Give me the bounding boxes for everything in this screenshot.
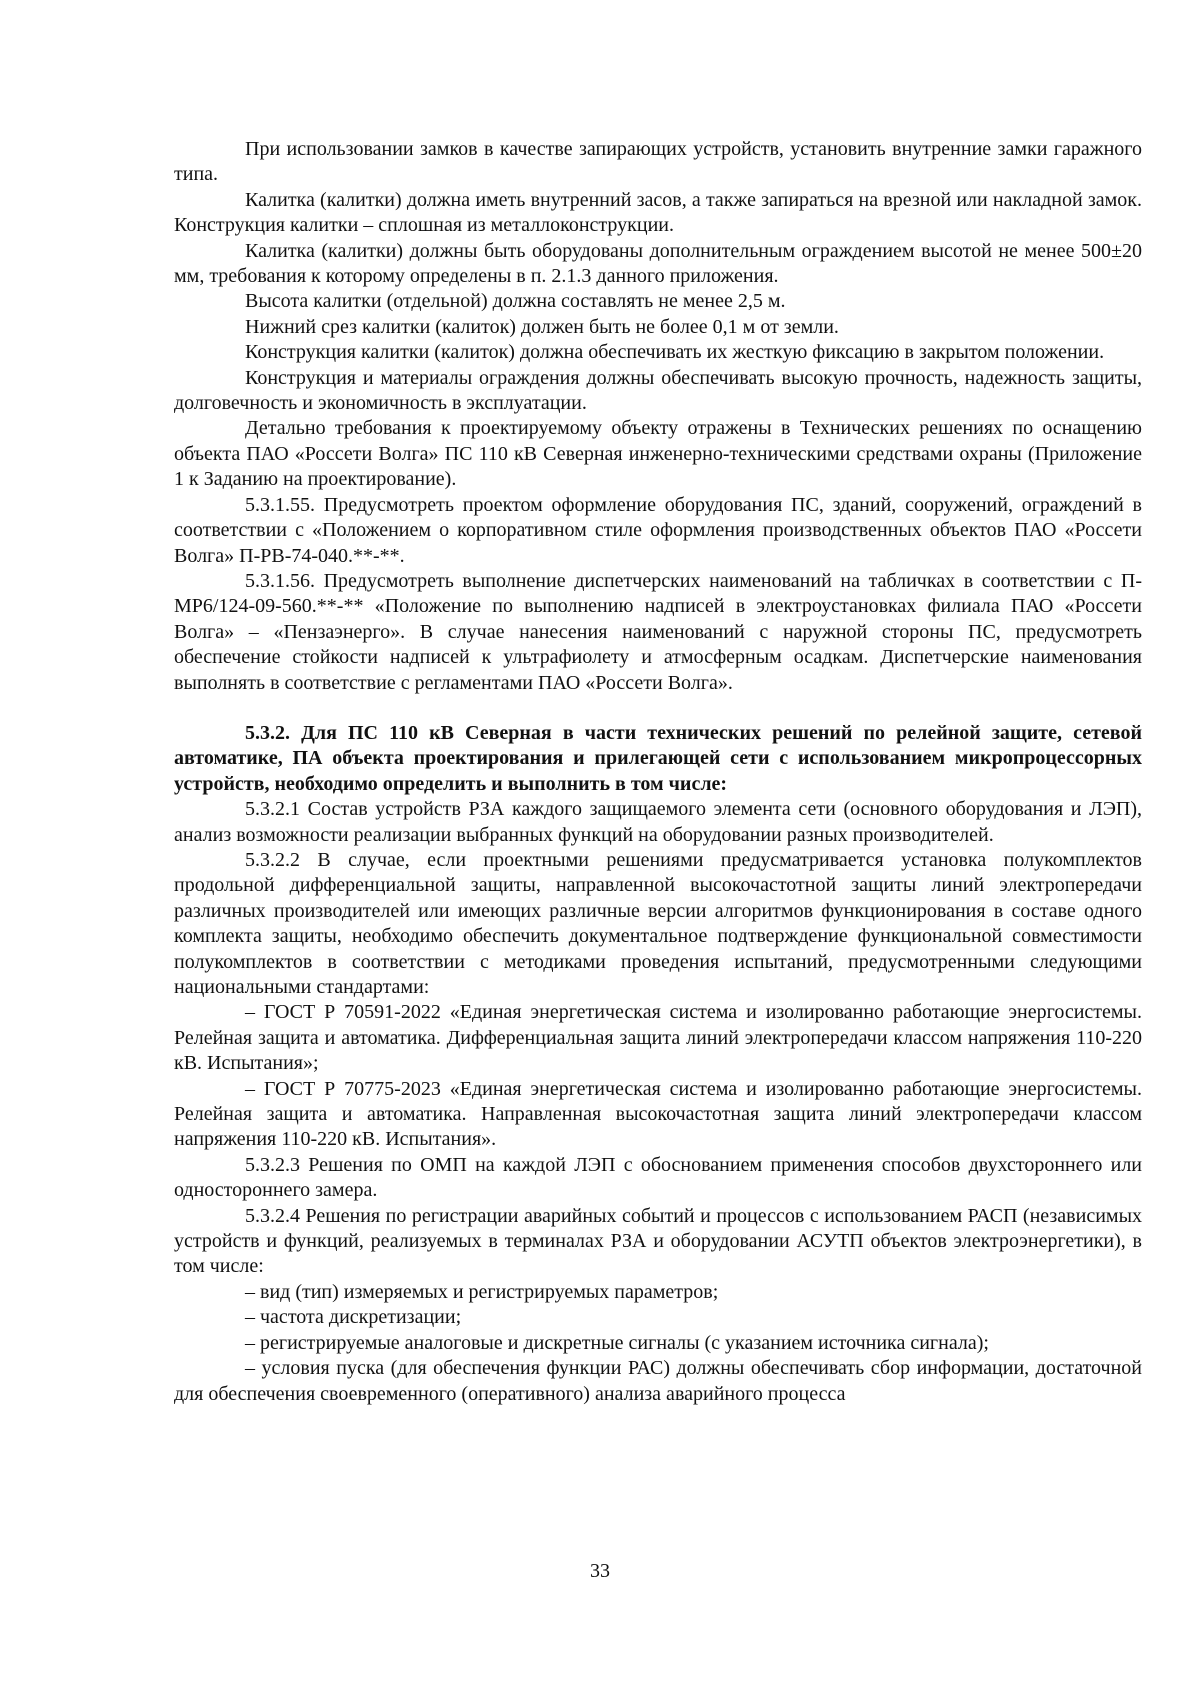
list-item: – ГОСТ Р 70591-2022 «Единая энергетическая система и изолированно работающие энергосистемы. Релейная защита и автоматика. Дифференциальная защита линий электропередачи классом напряжения 110-220 кВ. Испытания»; — [174, 1001, 1142, 1075]
paragraph: 5.3.2.3 Решения по ОМП на каждой ЛЭП с обоснованием применения способов двухстороннего или одностороннего замера. — [174, 1153, 1142, 1202]
paragraph: 5.3.1.55. Предусмотреть проектом оформление оборудования ПС, зданий, сооружений, ограждений в соответствии с «Положением о корпоративном стиле оформления производственных объектов ПАО «Россети Волга» П-РВ-74-040.**-**. — [174, 493, 1142, 567]
paragraph: Высота калитки (отдельной) должна составлять не менее 2,5 м. — [245, 290, 786, 313]
paragraph: 5.3.1.56. Предусмотреть выполнение диспетчерских наименований на табличках в соответствии с П-МР6/124-09-560.**-** «Положение по выполнению надписей в электроустановках филиала ПАО «Россети Волга» – «Пензаэнерго». В случае нанесения наименований с наружной стороны ПС, предусмотреть обеспечение стойкости надписей к ультрафиолету и атмосферным осадкам. Диспетчерские наименования выполнять в соответствие с регламентами ПАО «Россети Волга». — [174, 569, 1142, 694]
page-number: 33 — [590, 1560, 610, 1582]
paragraph: Калитка (калитки) должна иметь внутренний засов, а также запираться на врезной или накладной замок. Конструкция калитки – сплошная из металлоконструкции. — [174, 188, 1142, 237]
document-page — [174, 137, 1142, 1407]
list-item: – частота дискретизации; — [245, 1306, 462, 1329]
list-item: – регистрируемые аналоговые и дискретные сигналы (с указанием источника сигнала); — [245, 1331, 989, 1354]
paragraph: При использовании замков в качестве запирающих устройств, установить внутренние замки гаражного типа. — [174, 138, 1142, 186]
paragraph: 5.3.2.4 Решения по регистрации аварийных событий и процессов с использованием РАСП (независимых устройств и функций, реализуемых в терминалах РЗА и оборудовании АСУТП объектов электроэнергетики), в том числе: — [174, 1204, 1142, 1278]
paragraph: Нижний срез калитки (калиток) должен быть не более 0,1 м от земли. — [245, 315, 839, 338]
paragraph: Конструкция и материалы ограждения должны обеспечивать высокую прочность, надежность защиты, долговечность и экономичность в эксплуатации. — [174, 366, 1142, 415]
list-item: – ГОСТ Р 70775-2023 «Единая энергетическая система и изолированно работающие энергосистемы. Релейная защита и автоматика. Направленная высокочастотная защита линий электропередачи классом напряжения 110-220 кВ. Испытания». — [174, 1077, 1142, 1151]
section-heading: 5.3.2. Для ПС 110 кВ Северная в части технических решений по релейной защите, сетевой автоматике, ПА объекта проектирования и прилегающей сети с использованием микропроцессорных устройств, необходимо определить и выполнить в том числе: — [174, 721, 1142, 795]
paragraph: Калитка (калитки) должны быть оборудованы дополнительным ограждением высотой не менее 500±20 мм, требования к которому определены в п. 2.1.3 данного приложения. — [174, 239, 1142, 288]
list-item: – условия пуска (для обеспечения функции РАС) должны обеспечивать сбор информации, достаточной для обеспечения своевременного (оперативного) анализа аварийного процесса — [174, 1357, 1142, 1405]
paragraph: Детально требования к проектируемому объекту отражены в Технических решениях по оснащению объекта ПАО «Россети Волга» ПС 110 кВ Северная инженерно-техническими средствами охраны (Приложение 1 к Заданию на проектирование). — [174, 417, 1142, 491]
paragraph: 5.3.2.2 В случае, если проектными решениями предусматривается установка полукомплектов продольной дифференциальной защиты, направленной высокочастотной защиты линий электропередачи различных производителей или имеющих различные версии алгоритмов функционирования в составе одного комплекта защиты, необходимо обеспечить документальное подтверждение функциональной совместимости полукомплектов в соответствии с методиками проведения испытаний, предусмотренными следующими национальными стандартами: — [174, 848, 1142, 998]
paragraph: 5.3.2.1 Состав устройств РЗА каждого защищаемого элемента сети (основного оборудования и ЛЭП), анализ возможности реализации выбранных функций на оборудовании разных производителей. — [174, 798, 1142, 846]
list-item: – вид (тип) измеряемых и регистрируемых параметров; — [245, 1280, 719, 1303]
paragraph: Конструкция калитки (калиток) должна обеспечивать их жесткую фиксацию в закрытом положении. — [245, 341, 1105, 364]
